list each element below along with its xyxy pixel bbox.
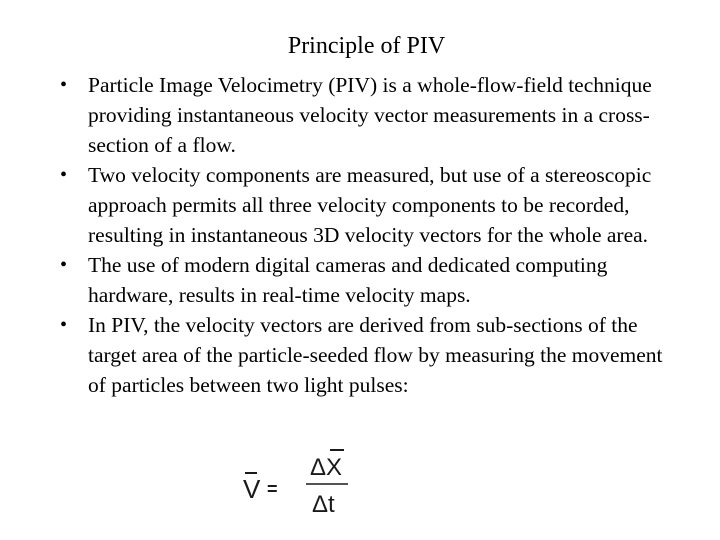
bullet-icon: • — [60, 74, 68, 96]
bullet-list — [60, 70, 680, 400]
bullet-text: Two velocity components are measured, but use of a stereoscopic approach permits all three velocity components to be recorded, resulting in instantaneous 3D velocity vectors for the whole area. — [88, 163, 652, 247]
slide-title: Principle of PIV — [287, 33, 446, 59]
bullet-item — [60, 160, 680, 250]
bullet-icon: • — [60, 314, 68, 336]
bullet-icon: • — [60, 164, 68, 186]
bullet-item — [60, 250, 680, 310]
bullet-text: Particle Image Velocimetry (PIV) is a whole-flow-field technique providing instantaneous velocity vector measurements in a cross-section of a flow. — [88, 73, 652, 157]
formula-numerator: ΔX — [310, 454, 343, 481]
bullet-icon: • — [60, 254, 68, 276]
bullet-text: The use of modern digital cameras and dedicated computing hardware, results in real-time velocity maps. — [88, 253, 608, 307]
bullet-item — [60, 310, 680, 400]
formula-lhs: V — [243, 474, 261, 504]
bullet-item — [60, 70, 680, 160]
formula-denominator: Δt — [312, 491, 335, 518]
formula-equals: = — [267, 479, 278, 499]
velocity-formula — [240, 446, 358, 518]
velocity-formula-graphic — [240, 446, 358, 518]
bullet-text: In PIV, the velocity vectors are derived from sub-sections of the target area of the particle-seeded flow by measuring the movement of particles between two light pulses: — [88, 313, 663, 397]
